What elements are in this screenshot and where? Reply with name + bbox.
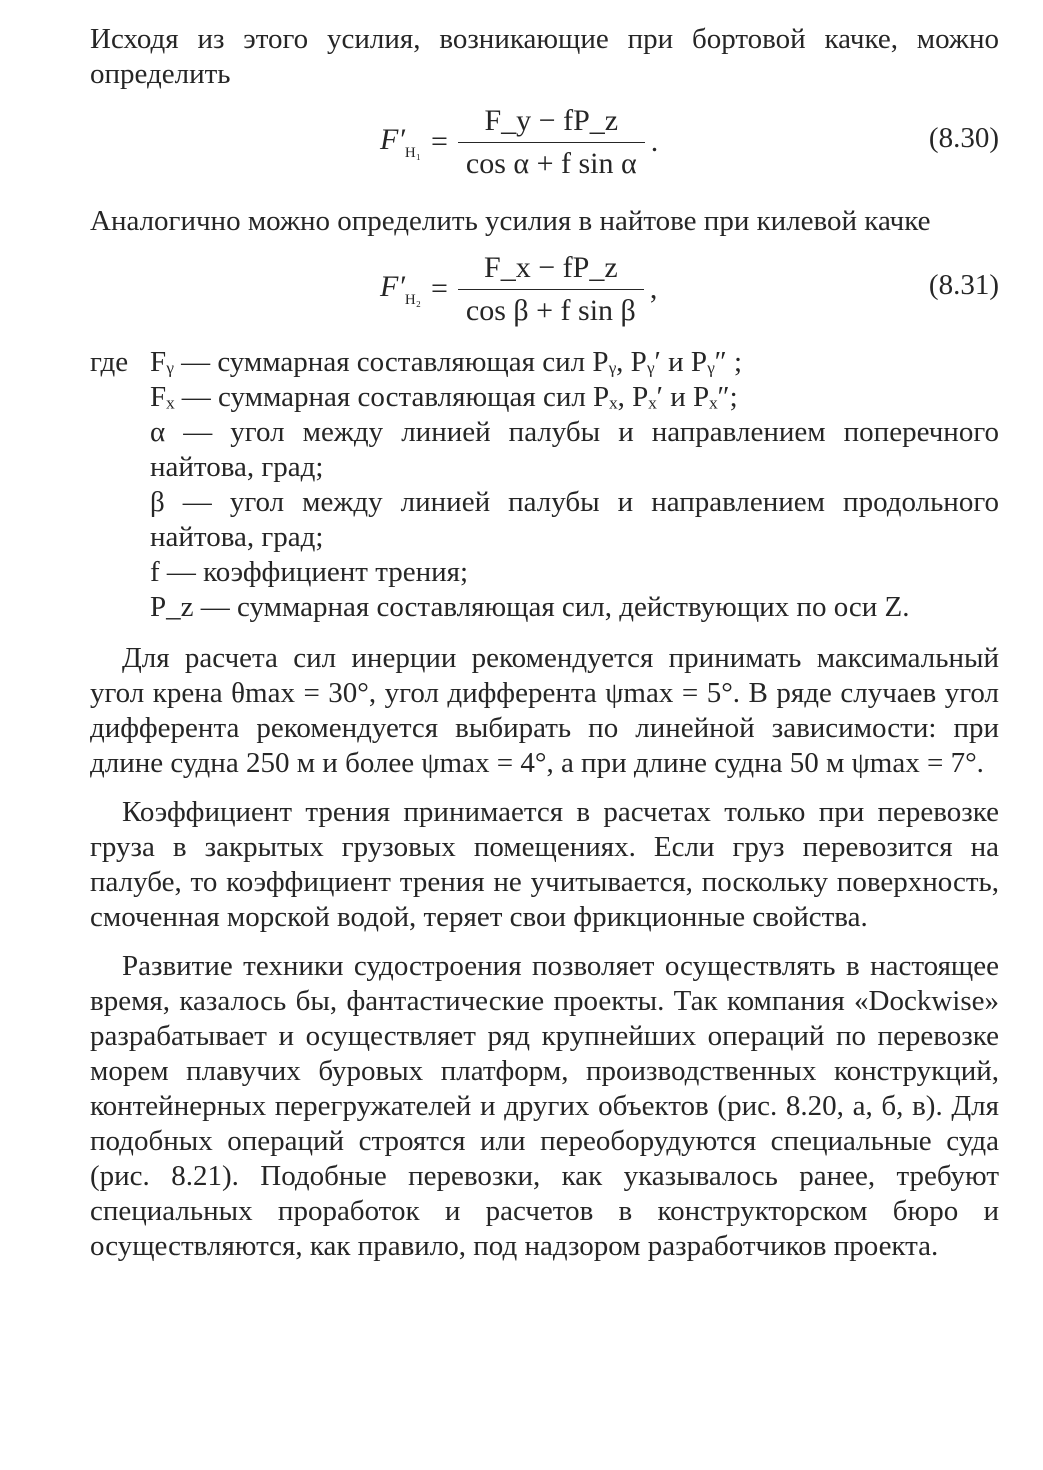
denominator: cos α + f sin α: [458, 142, 645, 181]
fraction: [458, 104, 645, 181]
paragraph-1: Исходя из этого усилия, возникающие при бортовой качке, можно определить: [90, 23, 999, 90]
definition-item: α — угол между линией палубы и направлением поперечного найтова, град;: [150, 416, 999, 483]
numerator: F_x − fP_z: [484, 250, 618, 284]
fraction: [458, 251, 644, 328]
paragraph-5: Развитие техники судостроения позволяет осуществлять в настоящее время, казалось бы, фантастические проекты. Так компания «Dockwise» разрабатывает и осуществляет ряд крупнейших операций по перевозке морем плавучих буровых платформ, производственных конструкций, контейнерных перегружателей и других объектов (рис. 8.20, а, б, в). Для подобных операций строятся или переоборудуются специальные суда (рис. 8.21). Подобные перевозки, как указывалось ранее, требуют специальных проработок и расчетов в конструкторском бюро и осуществляются, как правило, под надзором разработчиков проекта.: [90, 950, 999, 1262]
numerator: F_y − fP_z: [484, 103, 619, 137]
formula-8-30: $F'_{Н_1}$ = $\frac{F\_y - fP\_z}{\text{cos α + f sin α}}$ . (8.30): [380, 103, 999, 180]
equation-number: (8.31): [928, 269, 999, 301]
definition-item: f — коэффициент трения;: [150, 556, 469, 588]
where-label: где: [90, 346, 129, 378]
formula-lhs: $F'_{Н_2}$: [380, 269, 421, 308]
definition-item: Fᵧ — суммарная составляющая сил Pᵧ, Pᵧ′ и Pᵧ″ ;: [150, 346, 743, 378]
formula-8-31: $F'_{Н_2}$ = $\frac{F\_x - fP\_z}{\text{cos β + f sin β}}$ , (8.31): [380, 250, 999, 327]
definitions-list: [90, 345, 999, 625]
paragraph-4: Коэффициент трения принимается в расчетах только при перевозке груза в закрытых грузовых помещениях. Если груз перевозится на палубе, то коэффициент трения не учитывается, поскольку поверхность, смоченная морской водой, теряет свои фрикционные свойства.: [90, 796, 999, 933]
paragraph-3: Для расчета сил инерции рекомендуется принимать максимальный угол крена θmax = 30°, угол дифферента ψmax = 5°. В ряде случаев угол дифферента рекомендуется выбирать по линейной зависимости: при длине судна 250 м и более ψmax = 4°, а при длине судна 50 м ψmax = 7°.: [90, 642, 999, 779]
denominator: cos β + f sin β: [458, 289, 644, 328]
definition-item: β — угол между линией палубы и направлением продольного найтова, град;: [150, 486, 999, 553]
formula-lhs: $F'_{Н_1}$: [380, 122, 421, 161]
equation-number: (8.30): [928, 122, 999, 154]
definition-item: P_z — суммарная составляющая сил, действующих по оси Z.: [150, 591, 910, 623]
definition-item: Fₓ — суммарная составляющая сил Pₓ, Pₓ′ и Pₓ″;: [150, 381, 738, 413]
paragraph-2: Аналогично можно определить усилия в найтове при килевой качке: [90, 205, 931, 237]
